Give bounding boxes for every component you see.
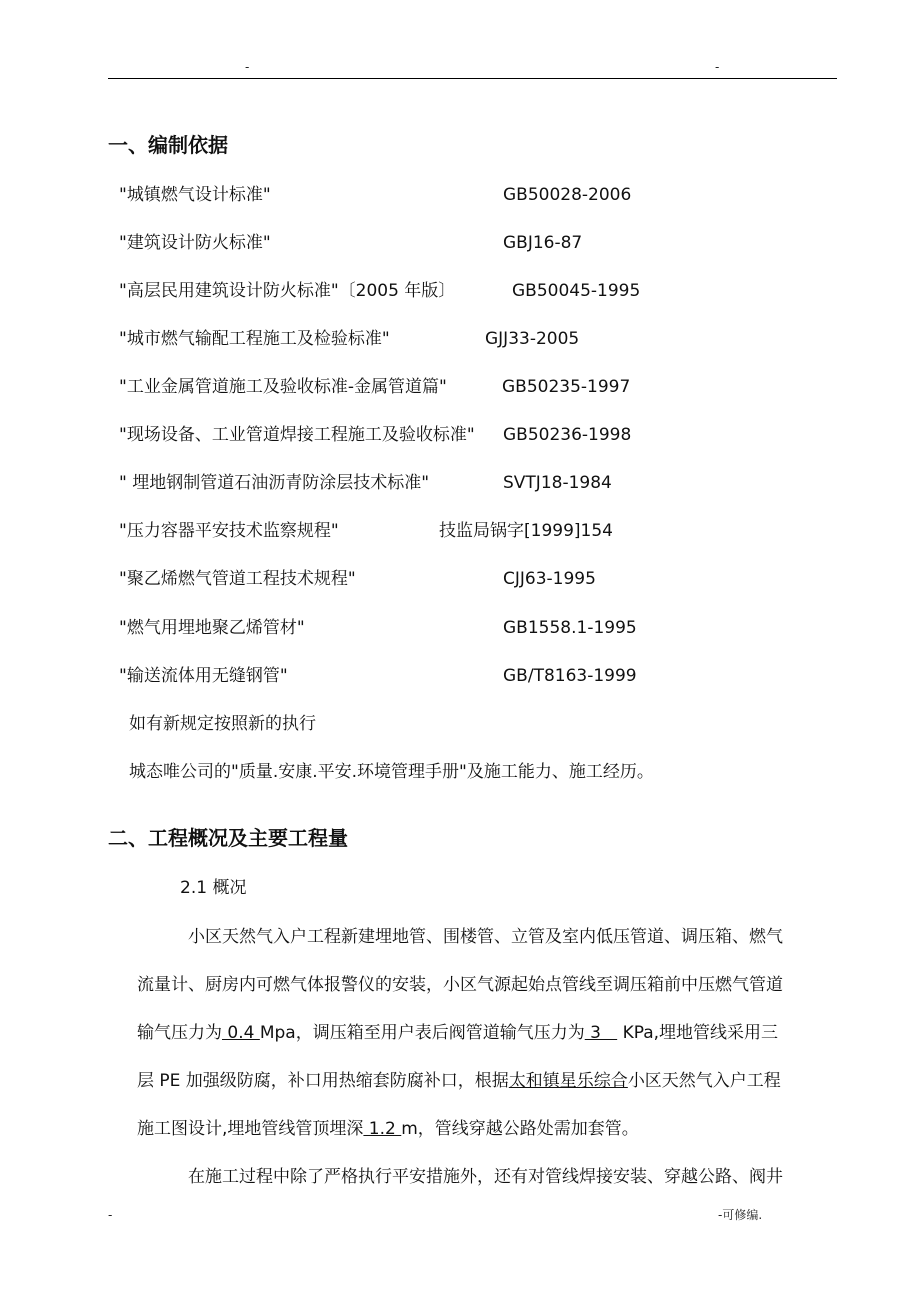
project-name: 太和镇星乐综合 [508,1071,628,1091]
paragraph-text: 小区天然气入户工程 [627,1071,781,1091]
paragraph-line [137,1118,837,1140]
standard-code: GB/T8163-1999 [503,666,637,686]
paragraph-line [137,1070,837,1092]
note-company-manual: 城态唯公司的"质量.安康.平安.环境管理手册"及施工能力、施工经历。 [129,762,654,782]
medium-pressure-value: 0.4 [222,1023,260,1043]
header-right-mark: - [715,60,720,74]
standard-name: "工业金属管道施工及验收标准-金属管道篇" [119,377,447,397]
standard-name: "城镇燃气设计标准" [119,185,271,205]
paragraph-text: 施工图设计,埋地管线管顶埋深 [137,1119,364,1139]
standard-name: " 埋地钢制管道石油沥青防涂层技术标准" [119,473,430,493]
paragraph-line: 小区天然气入户工程新建埋地管、围楼管、立管及室内低压管道、调压箱、燃气 [188,927,783,947]
standard-code: GB1558.1-1995 [503,618,637,638]
footer-editable-note: -可修编. [718,1208,763,1222]
footer-left-mark: - [108,1208,113,1222]
standard-code: GB50235-1997 [502,377,631,397]
standard-code: GB50045-1995 [512,281,641,301]
standard-name: "高层民用建筑设计防火标准"〔2005 年版〕 [119,281,456,301]
section-1-heading: 一、编制依据 [108,133,228,157]
low-pressure-value: 3 [584,1023,618,1043]
header-left-mark: - [245,60,250,74]
paragraph-text: KPa,埋地管线采用三 [617,1023,779,1043]
standard-name: "压力容器平安技术监察规程" [119,521,339,541]
standard-code: GJJ33-2005 [485,329,580,349]
standard-name: "聚乙烯燃气管道工程技术规程" [119,569,356,589]
header-rule [108,78,837,79]
subsection-title: 2.1 概况 [180,878,247,898]
paragraph-text: 层 PE 加强级防腐，补口用热缩套防腐补口，根据 [137,1071,509,1091]
note-new-regulations: 如有新规定按照新的执行 [129,714,316,734]
standard-name: "城市燃气输配工程施工及检验标准" [119,329,390,349]
paragraph-text: 输气压力为 [137,1023,222,1043]
standard-code: GBJ16-87 [503,233,583,253]
standard-name: "输送流体用无缝钢管" [119,666,288,686]
paragraph-line [137,1022,837,1044]
standard-name: "燃气用埋地聚乙烯管材" [119,618,305,638]
burial-depth-value: 1.2 [363,1119,402,1139]
standard-code: 技监局锅字[1999]154 [439,521,613,541]
standard-code: GB50236-1998 [503,425,632,445]
construction-paragraph: 在施工过程中除了严格执行平安措施外，还有对管线焊接安装、穿越公路、阀井 [188,1167,783,1187]
standard-code: CJJ63-1995 [503,569,596,589]
standard-name: "建筑设计防火标准" [119,233,271,253]
standard-name: "现场设备、工业管道焊接工程施工及验收标准" [119,425,475,445]
paragraph-text: m，管线穿越公路处需加套管。 [401,1119,639,1139]
paragraph-line: 流量计、厨房内可燃气体报警仪的安装，小区气源起始点管线至调压箱前中压燃气管道 [137,975,783,995]
standard-code: SVTJ18-1984 [503,473,612,493]
standard-code: GB50028-2006 [503,185,632,205]
section-2-heading: 二、工程概况及主要工程量 [108,826,348,850]
paragraph-text: Mpa，调压箱至用户表后阀管道输气压力为 [259,1023,585,1043]
